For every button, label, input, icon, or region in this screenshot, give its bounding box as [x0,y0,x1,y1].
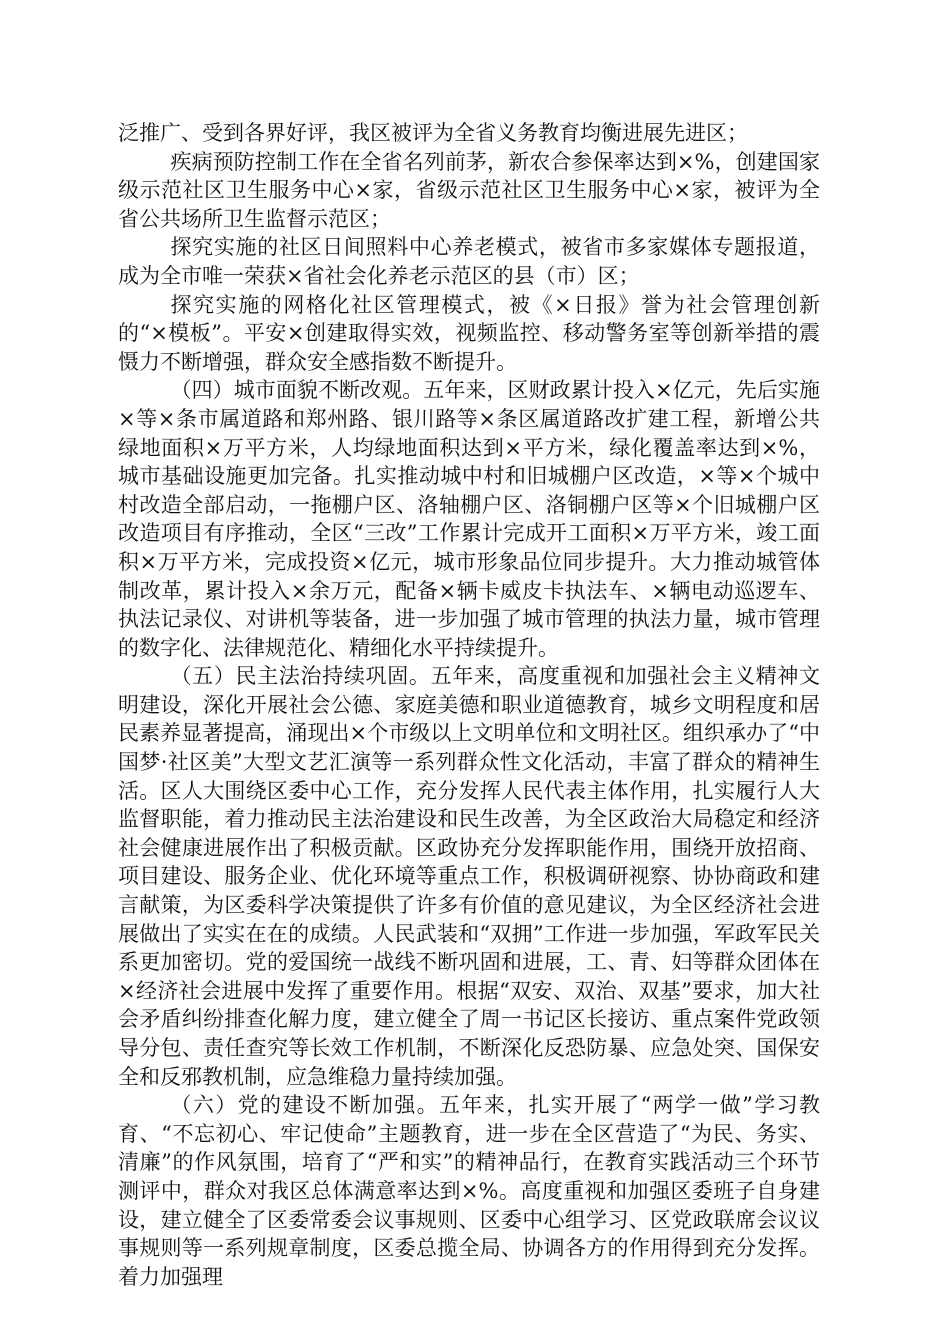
paragraph-disease-control: 疾病预防控制工作在全省名列前茅，新农合参保率达到×%，创建国家级示范社区卫生服务中心×家，省级示范社区卫生服务中心×家，被评为全省公共场所卫生监督示范区； [118,149,820,231]
document-body [118,119,820,1291]
paragraph-section-6-party-building: （六）党的建设不断加强。五年来，扎实开展了“两学一做”学习教育、“不忘初心、牢记使命”主题教育，进一步在全区营造了“为民、务实、清廉”的作风氛围，培育了“严和实”的精神品行，在教育实践活动三个环节测评中，群众对我区总体满意率达到×%。高度重视和加强区委班子自身建设，建立健全了区委常委会议事规则、区委中心组学习、区党政联席会议议事规则等一系列规章制度，区委总揽全局、协调各方的作用得到充分发挥。着力加强理 [118,1093,820,1289]
paragraph-section-4-city-appearance: （四）城市面貌不断改观。五年来，区财政累计投入×亿元，先后实施×等×条市属道路和郑州路、银川路等×条区属道路改扩建工程，新增公共绿地面积×万平方米，人均绿地面积达到×平方米，绿化覆盖率达到×%，城市基础设施更加完备。扎实推动城中村和旧城棚户区改造，×等×个城中村改造全部启动，一拖棚户区、洛轴棚户区、洛铜棚户区等×个旧城棚户区改造项目有序推动，全区“三改”工作累计完成开工面积×万平方米，竣工面积×万平方米，完成投资×亿元，城市形象品位同步提升。大力推动城管体制改革，累计投入×余万元，配备×辆卡威皮卡执法车、×辆电动巡逻车、执法记录仪、对讲机等装备，进一步加强了城市管理的执法力量，城市管理的数字化、法律规范化、精细化水平持续提升。 [118,378,820,660]
paragraph-grid-management: 探究实施的网格化社区管理模式，被《×日报》誉为社会管理创新的“×模板”。平安×创建取得实效，视频监控、移动警务室等创新举措的震慑力不断增强，群众安全感指数不断提升。 [118,292,820,374]
paragraph-elderly-care: 探究实施的社区日间照料中心养老模式，被省市多家媒体专题报道，成为全市唯一荣获×省社会化养老示范区的县（市）区； [118,235,820,288]
paragraph-education-continuation: 泛推广、受到各界好评，我区被评为全省义务教育均衡进展先进区； [118,121,748,145]
paragraph-section-5-democracy-rule-of-law: （五）民主法治持续巩固。五年来，高度重视和加强社会主义精神文明建设，深化开展社会公德、家庭美德和职业道德教育，城乡文明程度和居民素养显著提高，涌现出×个市级以上文明单位和文明社区。组织承办了“中国梦·社区美”大型文艺汇演等一系列群众性文化活动，丰富了群众的精神生活。区人大围绕区委中心工作，充分发挥人民代表主体作用，扎实履行人大监督职能，着力推动民主法治建设和民生改善，为全区政治大局稳定和经济社会健康进展作出了积极贡献。区政协充分发挥职能作用，围绕开放招商、项目建设、服务企业、优化环境等重点工作，积极调研视察、协协商政和建言献策，为区委科学决策提供了许多有价值的意见建议，为全区经济社会进展做出了实实在在的成绩。人民武装和“双拥”工作进一步加强，军政军民关系更加密切。党的爱国统一战线不断巩固和进展，工、青、妇等群众团体在×经济社会进展中发挥了重要作用。根据“双安、双治、双基”要求，加大社会矛盾纠纷排查化解力度，建立健全了周一书记区长接访、重点案件党政领导分包、责任查究等长效工作机制，不断深化反恐防暴、应急处突、国保安全和反邪教机制，应急维稳力量持续加强。 [118,664,820,1089]
